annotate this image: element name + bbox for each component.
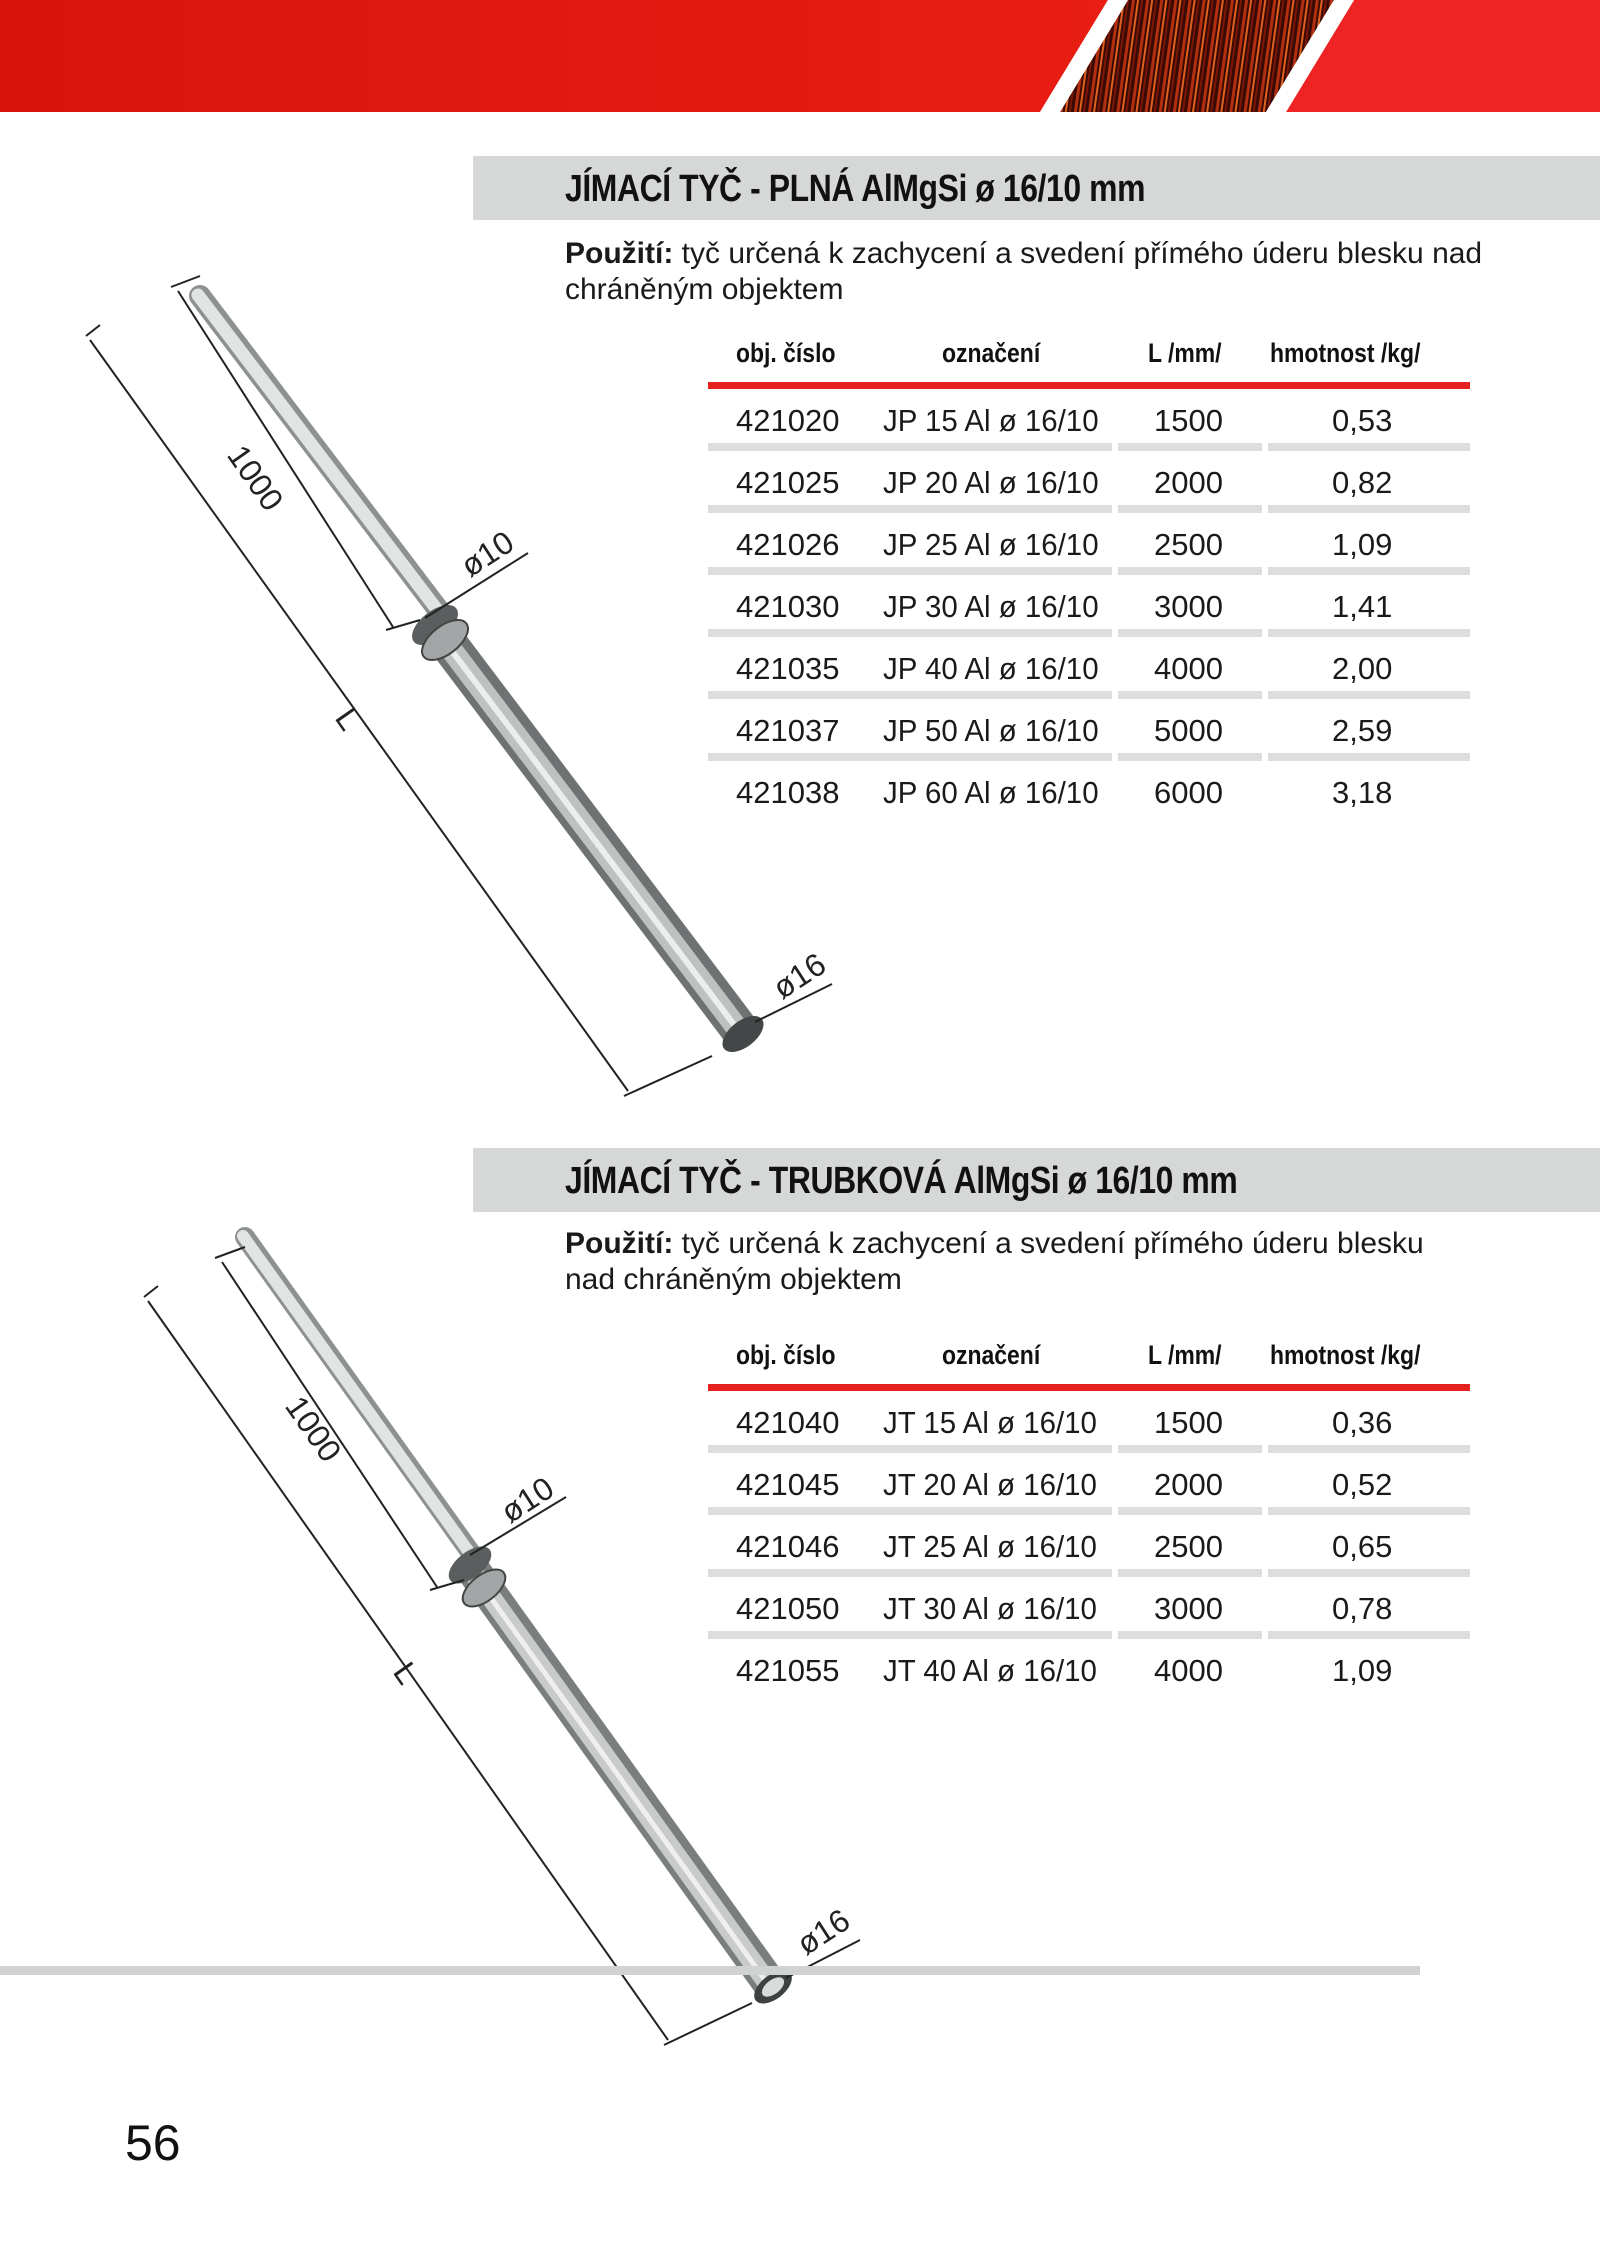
weight: 0,82 (1332, 465, 1393, 500)
order-number: 421038 (736, 775, 840, 810)
weight: 0,36 (1332, 1405, 1393, 1440)
designation: JT 40 Al ø 16/10 (883, 1653, 1097, 1688)
column-header-order-number: obj. číslo (736, 1340, 836, 1370)
rod-shape (243, 1236, 798, 2010)
column-header-length: L /mm/ (1148, 1340, 1222, 1370)
length: 1500 (1154, 1405, 1223, 1440)
order-number: 421050 (736, 1591, 840, 1626)
order-number: 421040 (736, 1405, 840, 1440)
weight: 2,00 (1332, 651, 1393, 686)
dimension-label-d16: ø16 (766, 945, 833, 1006)
length: 2500 (1154, 527, 1223, 562)
page-number: 56 (125, 2115, 181, 2171)
order-number: 421030 (736, 589, 840, 624)
weight: 1,09 (1332, 1653, 1393, 1688)
footer-rule (0, 1966, 1420, 1975)
weight: 1,09 (1332, 527, 1393, 562)
usage-text: tyč určená k zachycení a svedení přímého úderu blesku nad chráněným objektem (565, 237, 1483, 306)
dimension-label-d10: ø10 (494, 1469, 561, 1530)
length: 6000 (1154, 775, 1223, 810)
weight: 3,18 (1332, 775, 1393, 810)
designation: JT 15 Al ø 16/10 (883, 1405, 1097, 1440)
order-number: 421055 (736, 1653, 840, 1688)
weight: 0,65 (1332, 1529, 1393, 1564)
dimension-label-d10: ø10 (454, 523, 521, 584)
column-header-order-number: obj. číslo (736, 338, 836, 368)
weight: 1,41 (1332, 589, 1393, 624)
header-banner (0, 0, 1600, 112)
column-header-weight: hmotnost /kg/ (1270, 1340, 1421, 1370)
usage-label: Použití: (565, 237, 674, 270)
dimension-label-1000: 1000 (220, 438, 291, 518)
order-number: 421026 (736, 527, 840, 562)
usage-text: tyč určená k zachycení a svedení přímého úderu blesku nad chráněným objektem (565, 1227, 1424, 1296)
length: 2000 (1154, 1467, 1223, 1502)
length: 4000 (1154, 651, 1223, 686)
order-number: 421037 (736, 713, 840, 748)
order-number: 421045 (736, 1467, 840, 1502)
designation: JP 30 Al ø 16/10 (883, 589, 1099, 624)
designation: JP 50 Al ø 16/10 (883, 713, 1099, 748)
length: 3000 (1154, 589, 1223, 624)
designation: JP 15 Al ø 16/10 (883, 403, 1099, 438)
rod-drawing-tube (0, 1200, 900, 2080)
length: 3000 (1154, 1591, 1223, 1626)
weight: 0,53 (1332, 403, 1393, 438)
length: 2500 (1154, 1529, 1223, 1564)
weight: 0,52 (1332, 1467, 1393, 1502)
section-title: JÍMACÍ TYČ - TRUBKOVÁ AlMgSi ø 16/10 mm (565, 1160, 1238, 1202)
order-number: 421035 (736, 651, 840, 686)
designation: JT 20 Al ø 16/10 (883, 1467, 1097, 1502)
length: 5000 (1154, 713, 1223, 748)
dimension-lines (144, 1247, 860, 2045)
rod-drawing-solid (0, 250, 900, 1130)
dimension-label-1000: 1000 (278, 1389, 349, 1469)
designation: JT 25 Al ø 16/10 (883, 1529, 1097, 1564)
designation: JP 60 Al ø 16/10 (883, 775, 1099, 810)
rod-shape (198, 295, 770, 1059)
length: 4000 (1154, 1653, 1223, 1688)
designation: JT 30 Al ø 16/10 (883, 1591, 1097, 1626)
column-header-length: L /mm/ (1148, 338, 1222, 368)
weight: 2,59 (1332, 713, 1393, 748)
length: 1500 (1154, 403, 1223, 438)
column-header-designation: označení (942, 338, 1041, 368)
order-number: 421046 (736, 1529, 840, 1564)
dimension-label-d16: ø16 (790, 1901, 857, 1962)
order-number: 421020 (736, 403, 840, 438)
dimension-label-l: L (386, 1655, 426, 1691)
dimension-label-l: L (328, 701, 368, 737)
designation: JP 20 Al ø 16/10 (883, 465, 1099, 500)
usage-label: Použití: (565, 1227, 674, 1260)
section-title: JÍMACÍ TYČ - PLNÁ AlMgSi ø 16/10 mm (565, 168, 1146, 210)
order-number: 421025 (736, 465, 840, 500)
weight: 0,78 (1332, 1591, 1393, 1626)
length: 2000 (1154, 465, 1223, 500)
column-header-designation: označení (942, 1340, 1041, 1370)
column-header-weight: hmotnost /kg/ (1270, 338, 1421, 368)
designation: JP 40 Al ø 16/10 (883, 651, 1099, 686)
designation: JP 25 Al ø 16/10 (883, 527, 1099, 562)
